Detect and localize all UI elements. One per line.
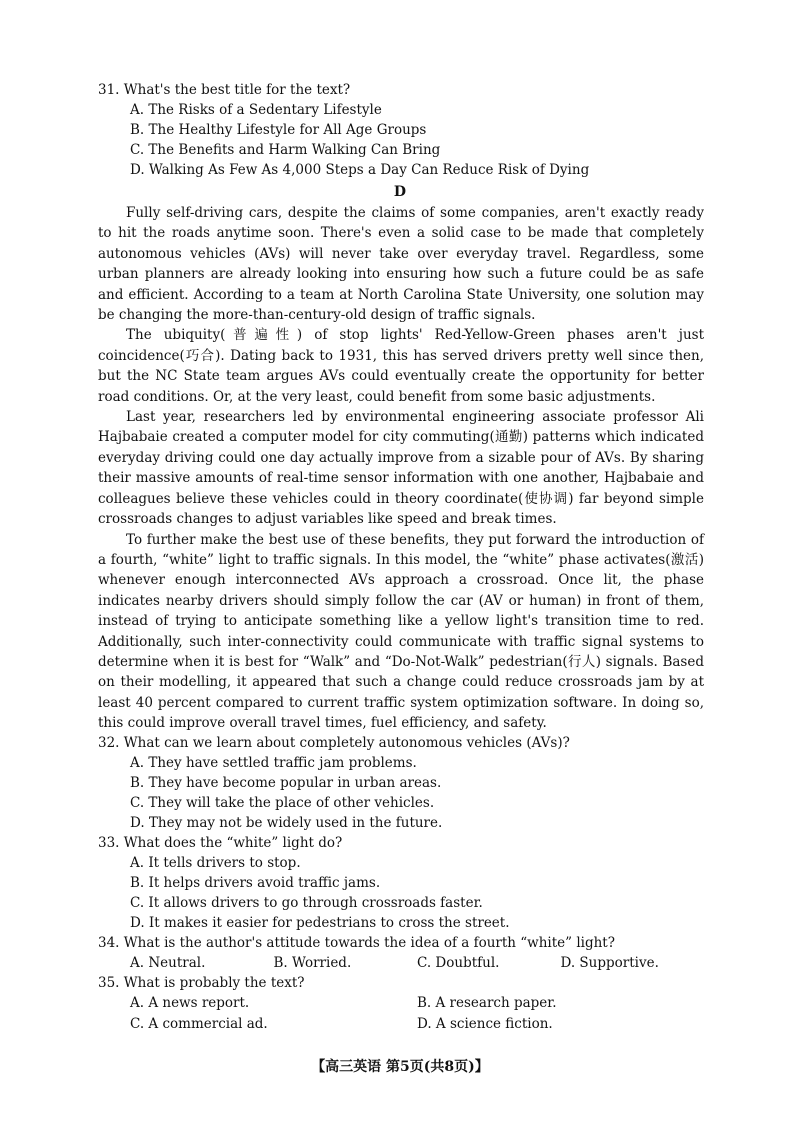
- option-a: A. Neutral.: [130, 955, 206, 971]
- option-b: B. A research paper.: [417, 995, 557, 1011]
- option-row: [130, 1014, 704, 1035]
- option-a: A. The Risks of a Sedentary Lifestyle: [130, 102, 382, 118]
- question-stem: 32. What can we learn about completely autonomous vehicles (AVs)?: [98, 735, 570, 751]
- question-35: [98, 973, 704, 1034]
- page-footer: 【高三英语 第5页(共8页)】: [311, 1059, 489, 1075]
- option-b: B. It helps drivers avoid traffic jams.: [130, 875, 381, 891]
- question-31: [98, 80, 718, 180]
- question-stem: 34. What is the author's attitude towards the idea of a fourth “white” light?: [98, 935, 615, 951]
- question-stem: 31. What's the best title for the text?: [98, 82, 351, 98]
- option-c: C. It allows drivers to go through crossroads faster.: [130, 895, 483, 911]
- passage-paragraph: The ubiquity(普遍性) of stop lights' Red-Yellow-Green phases aren't just coincidence(巧合). Dating back to 1931, this has served drivers pretty well since then, but the NC State team argues AVs could eventually create the opportunity for better road conditions. Or, at the very least, could benefit from some basic adjustments.: [98, 327, 704, 405]
- question-stem: 33. What does the “white” light do?: [98, 835, 343, 851]
- question-list: [98, 733, 704, 1034]
- question-stem: 35. What is probably the text?: [98, 975, 305, 991]
- passage-paragraph: To further make the best use of these benefits, they put forward the introduction of a fourth, “white” light to traffic signals. In this model, the “white” phase activates(激活) whenever enough interconnected AVs approach a crossroad. Once lit, the phase indicates nearby drivers should simply follow the car (AV or human) in front of them, instead of trying to anticipate something like a yellow light's transition time to red. Additionally, such inter-connectivity could communicate with traffic signal systems to determine when it is best for “Walk” and “Do-Not-Walk” pedestrian(行人) signals. Based on their modelling, it appeared that such a change could reduce crossroads jam by at least 40 percent compared to current traffic system optimization software. In doing so, this could improve overall travel times, fuel efficiency, and safety.: [98, 531, 704, 732]
- option-row: [130, 953, 704, 973]
- question-32: [98, 733, 704, 833]
- option-a: A. A news report.: [130, 995, 250, 1011]
- option-c: C. The Benefits and Harm Walking Can Bring: [130, 142, 441, 158]
- option-a: A. They have settled traffic jam problems.: [130, 755, 417, 771]
- passage-paragraph: Last year, researchers led by environmental engineering associate professor Ali Hajbabaie created a computer model for city commuting(通勤) patterns which indicated everyday driving could one day actually improve from a sizable pour of AVs. By sharing their massive amounts of real-time sensor information with one another, Hajbabaie and colleagues believe these vehicles could in theory coordinate(使协调) far beyond simple crossroads changes to adjust variables like speed and break times.: [98, 409, 704, 528]
- question-34: [98, 933, 704, 973]
- option-c: C. They will take the place of other vehicles.: [130, 795, 435, 811]
- option-b: B. They have become popular in urban areas.: [130, 775, 442, 791]
- option-row: [130, 993, 704, 1014]
- option-d: D. Supportive.: [560, 955, 659, 971]
- section-heading: D: [393, 184, 407, 200]
- option-d: D. A science fiction.: [417, 1015, 553, 1032]
- option-d: D. Walking As Few As 4,000 Steps a Day Can Reduce Risk of Dying: [130, 162, 590, 178]
- option-c: C. A commercial ad.: [130, 1015, 268, 1032]
- passage-paragraph: Fully self-driving cars, despite the claims of some companies, aren't exactly ready to hit the roads anytime soon. There's even a solid case to be made that completely autonomous vehicles (AVs) will never take over everyday travel. Regardless, some urban planners are already looking into ensuring how such a future could be as safe and efficient. According to a team at North Carolina State University, one solution may be changing the more-than-century-old design of traffic signals.: [98, 205, 704, 324]
- option-a: A. It tells drivers to stop.: [130, 855, 301, 871]
- reading-passage: [98, 203, 704, 734]
- question-33: [98, 833, 704, 933]
- option-d: D. It makes it easier for pedestrians to cross the street.: [130, 915, 510, 931]
- option-d: D. They may not be widely used in the future.: [130, 815, 443, 831]
- option-c: C. Doubtful.: [417, 955, 500, 971]
- option-b: B. Worried.: [273, 955, 352, 971]
- option-b: B. The Healthy Lifestyle for All Age Groups: [130, 122, 427, 138]
